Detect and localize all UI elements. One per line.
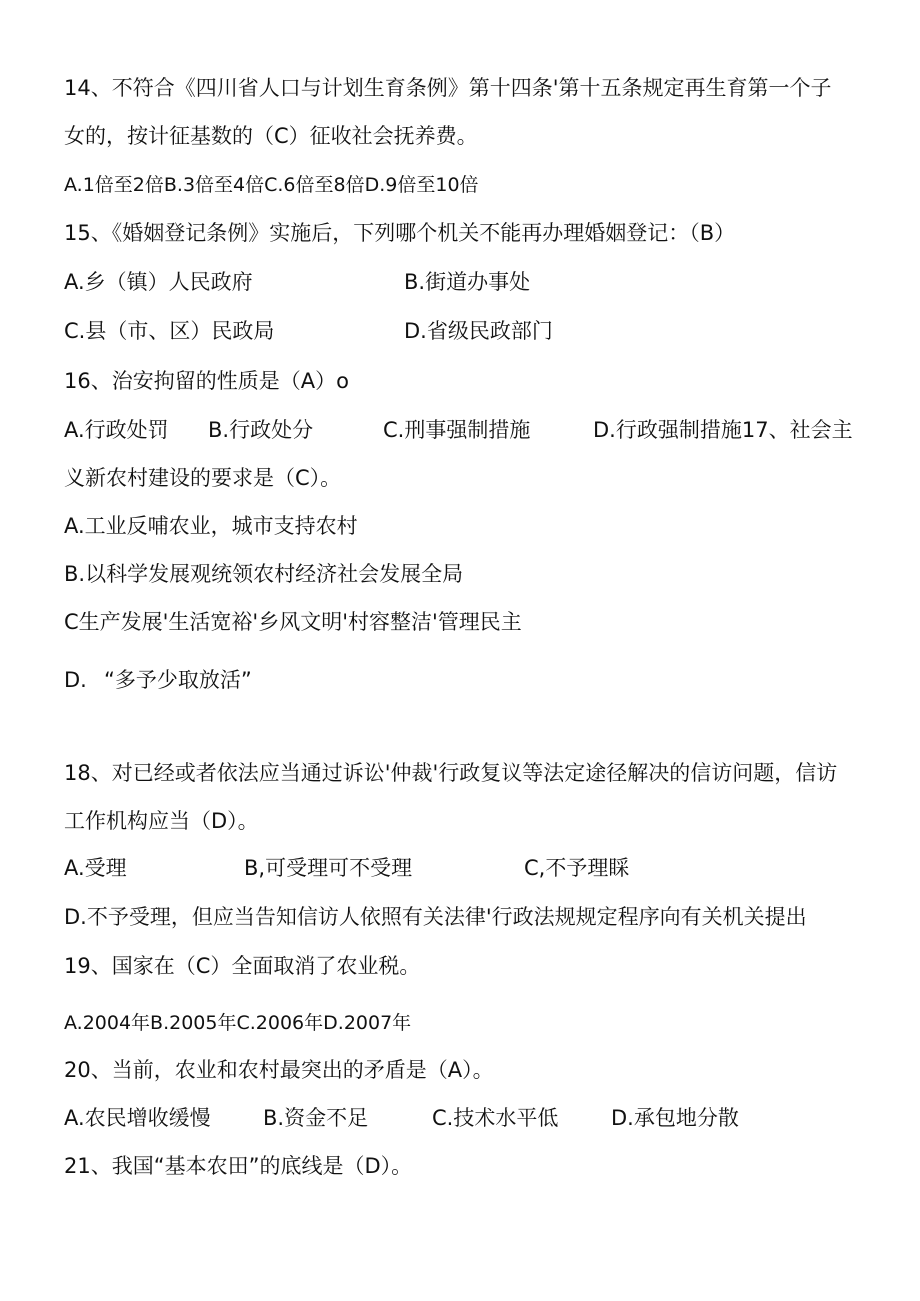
question-17-stem: 义新农村建设的要求是（C）。	[64, 466, 342, 490]
question-15-option-c: C.县（市、区）民政局	[64, 319, 275, 343]
question-20-option-c: C.技术水平低	[432, 1106, 559, 1130]
question-14-stem-line-1: 14、不符合《四川省人口与计划生育条例》第十四条'第十五条规定再生育第一个子	[64, 76, 832, 100]
question-18-option-d: D.不予受理，但应当告知信访人依照有关法律'行政法规规定程序向有关机关提出	[64, 905, 807, 929]
question-20-option-b: B.资金不足	[263, 1106, 369, 1130]
question-16-stem: 16、治安拘留的性质是（A）o	[64, 369, 349, 393]
question-16-option-a: A.行政处罚	[64, 418, 169, 442]
question-18-stem-line-1: 18、对已经或者依法应当通过诉讼'仲裁'行政复议等法定途径解决的信访问题，信访	[64, 761, 838, 785]
question-15-stem: 15、《婚姻登记条例》实施后，下列哪个机关不能再办理婚姻登记：（B）	[64, 221, 736, 245]
question-14-stem-line-2: 女的，按计征基数的（C）征收社会抚养费。	[64, 124, 478, 148]
question-18-option-a: A.受理	[64, 856, 127, 880]
question-15-option-b: B.街道办事处	[404, 270, 531, 294]
question-18-option-c: C,不予理睬	[524, 856, 630, 880]
question-17-option-b: B.以科学发展观统领农村经济社会发展全局	[64, 562, 464, 586]
question-20-stem: 20、当前，农业和农村最突出的矛盾是（A）。	[64, 1058, 494, 1082]
question-16-option-c: C.刑事强制措施	[383, 418, 531, 442]
question-15-option-d: D.省级民政部门	[404, 319, 553, 343]
question-16-option-d: D.行政强制措施17、社会主	[593, 418, 853, 442]
question-19-stem: 19、国家在（C）全面取消了农业税。	[64, 954, 421, 978]
question-20-option-d: D.承包地分散	[611, 1106, 739, 1130]
question-17-option-d: “多予少取放活”	[104, 668, 252, 692]
question-17-option-c: C生产发展'生活宽裕'乡风文明'村容整洁'管理民主	[64, 610, 522, 634]
question-17-option-d-letter: D.	[64, 668, 87, 692]
question-21-stem: 21、我国“基本农田”的底线是（D）。	[64, 1154, 413, 1178]
question-17-option-a: A.工业反哺农业，城市支持农村	[64, 514, 358, 538]
question-19-options: A.2004年B.2005年C.2006年D.2007年	[64, 1012, 412, 1034]
question-18-option-b: B,可受理可不受理	[244, 856, 413, 880]
question-18-stem-line-2: 工作机构应当（D）。	[64, 809, 259, 833]
question-15-option-a: A.乡（镇）人民政府	[64, 270, 253, 294]
question-16-option-b: B.行政处分	[208, 418, 314, 442]
question-14-options: A.1倍至2倍B.3倍至4倍C.6倍至8倍D.9倍至10倍	[64, 174, 479, 196]
question-20-option-a: A.农民增收缓慢	[64, 1106, 211, 1130]
